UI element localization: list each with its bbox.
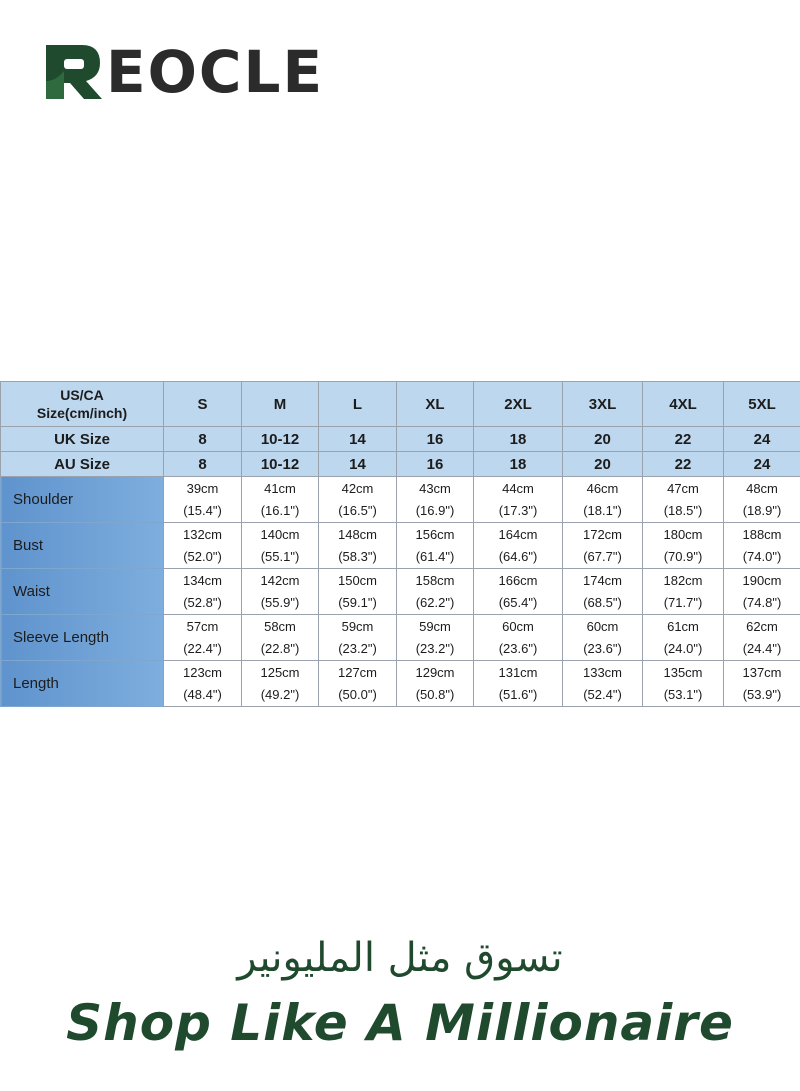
inch-value: (58.3") [338, 548, 377, 564]
inch-value: (55.9") [260, 594, 300, 610]
inch-value: (24.4") [742, 640, 782, 656]
cm-value: 57cm [186, 618, 219, 634]
measurement-row [1, 661, 800, 707]
inch-value: (51.6") [498, 686, 538, 702]
measurement-cell [242, 569, 319, 615]
measurement-cell [643, 477, 724, 523]
inch-value: (64.6") [498, 548, 538, 564]
cm-value: 41cm [264, 480, 296, 496]
measurement-cell [242, 523, 319, 569]
au-size-row-value: 24 [724, 452, 800, 477]
inch-value: (68.5") [583, 594, 622, 610]
measurement-cell [643, 523, 724, 569]
inch-value: (23.2") [338, 640, 377, 656]
cm-value: 39cm [186, 480, 219, 496]
us-ca-header-cell [1, 382, 164, 427]
cm-value: 48cm [746, 480, 778, 496]
inch-value: (18.1") [583, 502, 622, 518]
cm-value: 174cm [582, 572, 623, 588]
cm-value: 150cm [337, 572, 378, 588]
size-chart-body [1, 382, 800, 707]
logo-text: EOCLE [106, 38, 325, 106]
measurement-cell [474, 523, 563, 569]
arabic-slogan: تسوق مثل المليونير [237, 935, 563, 981]
cm-value: 158cm [415, 572, 455, 588]
inch-value: (52.0") [183, 548, 222, 564]
inch-value: (55.1") [260, 548, 300, 564]
inch-value: (16.1") [260, 502, 300, 518]
inch-value: (50.0") [338, 686, 377, 702]
measurement-label: Shoulder [1, 477, 164, 523]
cm-value: 135cm [663, 664, 703, 680]
au-size-row-value: 16 [397, 452, 474, 477]
inch-value: (48.4") [183, 686, 222, 702]
size-label: XL [397, 382, 474, 427]
inch-value: (59.1") [338, 594, 377, 610]
size-label: L [319, 382, 397, 427]
measurement-cell [319, 661, 397, 707]
inch-value: (22.8") [260, 640, 300, 656]
size-label: 3XL [563, 382, 643, 427]
inch-value: (23.2") [415, 640, 455, 656]
measurement-cell [164, 569, 242, 615]
cm-value: 42cm [341, 480, 374, 496]
measurement-label: Waist [1, 569, 164, 615]
measurement-row [1, 615, 800, 661]
au-size-row-value: 10-12 [242, 452, 319, 477]
cm-value: 127cm [337, 664, 378, 680]
size-label: S [164, 382, 242, 427]
uk-size-row-value: 8 [164, 427, 242, 452]
inch-value: (65.4") [498, 594, 538, 610]
measurement-cell [319, 523, 397, 569]
measurement-cell [474, 477, 563, 523]
cm-value: 59cm [341, 618, 374, 634]
measurement-label: Length [1, 661, 164, 707]
cm-value: 123cm [182, 664, 223, 680]
us-ca-header-line: US/CA [60, 387, 104, 403]
measurement-label: Bust [1, 523, 164, 569]
measurement-cell [319, 477, 397, 523]
cm-value: 59cm [419, 618, 451, 634]
inch-value: (22.4") [183, 640, 222, 656]
logo-mark-icon [42, 41, 104, 103]
inch-value: (49.2") [260, 686, 300, 702]
cm-value: 182cm [663, 572, 703, 588]
measurement-cell [563, 477, 643, 523]
measurement-cell [397, 615, 474, 661]
english-slogan: Shop Like A Millionaire [66, 994, 734, 1052]
inch-value: (50.8") [415, 686, 455, 702]
measurement-cell [319, 569, 397, 615]
cm-value: 125cm [260, 664, 300, 680]
measurement-row [1, 523, 800, 569]
measurement-cell [397, 569, 474, 615]
au-size-row-value: 14 [319, 452, 397, 477]
measurement-cell [164, 661, 242, 707]
inch-value: (70.9") [663, 548, 703, 564]
au-size-row-value: 22 [643, 452, 724, 477]
uk-size-row-value: 10-12 [242, 427, 319, 452]
uk-size-row-value: 16 [397, 427, 474, 452]
measurement-cell [474, 615, 563, 661]
inch-value: (52.4") [583, 686, 622, 702]
inch-value: (53.9") [742, 686, 782, 702]
measurement-cell [563, 661, 643, 707]
size-label: 4XL [643, 382, 724, 427]
uk-size-row-value: 14 [319, 427, 397, 452]
cm-value: 140cm [260, 526, 300, 542]
cm-value: 137cm [742, 664, 782, 680]
measurement-label: Sleeve Length [1, 615, 164, 661]
uk-size-row [1, 427, 800, 452]
inch-value: (16.5") [338, 502, 377, 518]
inch-value: (71.7") [663, 594, 703, 610]
au-size-row-value: 8 [164, 452, 242, 477]
cm-value: 166cm [498, 572, 538, 588]
measurement-row [1, 569, 800, 615]
cm-value: 61cm [667, 618, 699, 634]
size-label: M [242, 382, 319, 427]
size-label: 5XL [724, 382, 800, 427]
uk-size-row-value: 18 [474, 427, 563, 452]
measurement-cell [319, 615, 397, 661]
inch-value: (74.8") [742, 594, 782, 610]
measurement-row [1, 477, 800, 523]
cm-value: 60cm [586, 618, 619, 634]
measurement-cell [724, 661, 800, 707]
measurement-cell [164, 477, 242, 523]
measurement-cell [474, 661, 563, 707]
inch-value: (18.5") [663, 502, 703, 518]
cm-value: 44cm [502, 480, 534, 496]
measurement-cell [563, 569, 643, 615]
cm-value: 129cm [415, 664, 455, 680]
inch-value: (67.7") [583, 548, 622, 564]
inch-value: (15.4") [183, 502, 222, 518]
inch-value: (23.6") [498, 640, 538, 656]
measurement-cell [242, 661, 319, 707]
inch-value: (18.9") [742, 502, 782, 518]
cm-value: 46cm [586, 480, 619, 496]
cm-value: 131cm [498, 664, 538, 680]
measurement-cell [242, 477, 319, 523]
cm-value: 62cm [746, 618, 778, 634]
measurement-cell [724, 523, 800, 569]
uk-size-row-label: UK Size [1, 427, 164, 452]
measurement-cell [643, 615, 724, 661]
measurement-cell [724, 477, 800, 523]
cm-value: 164cm [498, 526, 538, 542]
measurement-cell [563, 523, 643, 569]
cm-value: 156cm [415, 526, 455, 542]
cm-value: 58cm [264, 618, 296, 634]
size-header-row [1, 382, 800, 427]
uk-size-row-value: 20 [563, 427, 643, 452]
inch-value: (61.4") [415, 548, 455, 564]
au-size-row-value: 18 [474, 452, 563, 477]
measurement-cell [164, 523, 242, 569]
us-ca-header-line: Size(cm/inch) [36, 405, 128, 421]
measurement-cell [397, 523, 474, 569]
cm-value: 47cm [667, 480, 699, 496]
cm-value: 148cm [337, 526, 378, 542]
cm-value: 180cm [663, 526, 703, 542]
measurement-cell [474, 569, 563, 615]
au-size-row-value: 20 [563, 452, 643, 477]
uk-size-row-value: 22 [643, 427, 724, 452]
cm-value: 142cm [260, 572, 300, 588]
cm-value: 190cm [742, 572, 782, 588]
cm-value: 134cm [182, 572, 223, 588]
inch-value: (62.2") [415, 594, 455, 610]
measurement-cell [643, 569, 724, 615]
inch-value: (16.9") [415, 502, 455, 518]
measurement-cell [563, 615, 643, 661]
measurement-cell [242, 615, 319, 661]
inch-value: (24.0") [663, 640, 703, 656]
cm-value: 133cm [582, 664, 623, 680]
au-size-row [1, 452, 800, 477]
inch-value: (52.8") [183, 594, 222, 610]
measurement-cell [164, 615, 242, 661]
brand-logo [42, 38, 324, 106]
inch-value: (74.0") [742, 548, 782, 564]
measurement-cell [397, 661, 474, 707]
measurement-cell [643, 661, 724, 707]
measurement-cell [397, 477, 474, 523]
measurement-cell [724, 569, 800, 615]
inch-value: (53.1") [663, 686, 703, 702]
cm-value: 43cm [419, 480, 451, 496]
measurement-cell [724, 615, 800, 661]
au-size-row-label: AU Size [1, 452, 164, 477]
size-label: 2XL [474, 382, 563, 427]
inch-value: (17.3") [498, 502, 538, 518]
cm-value: 132cm [182, 526, 223, 542]
size-chart-table [0, 381, 800, 707]
cm-value: 188cm [742, 526, 782, 542]
cm-value: 60cm [502, 618, 534, 634]
cm-value: 172cm [582, 526, 623, 542]
inch-value: (23.6") [583, 640, 622, 656]
uk-size-row-value: 24 [724, 427, 800, 452]
